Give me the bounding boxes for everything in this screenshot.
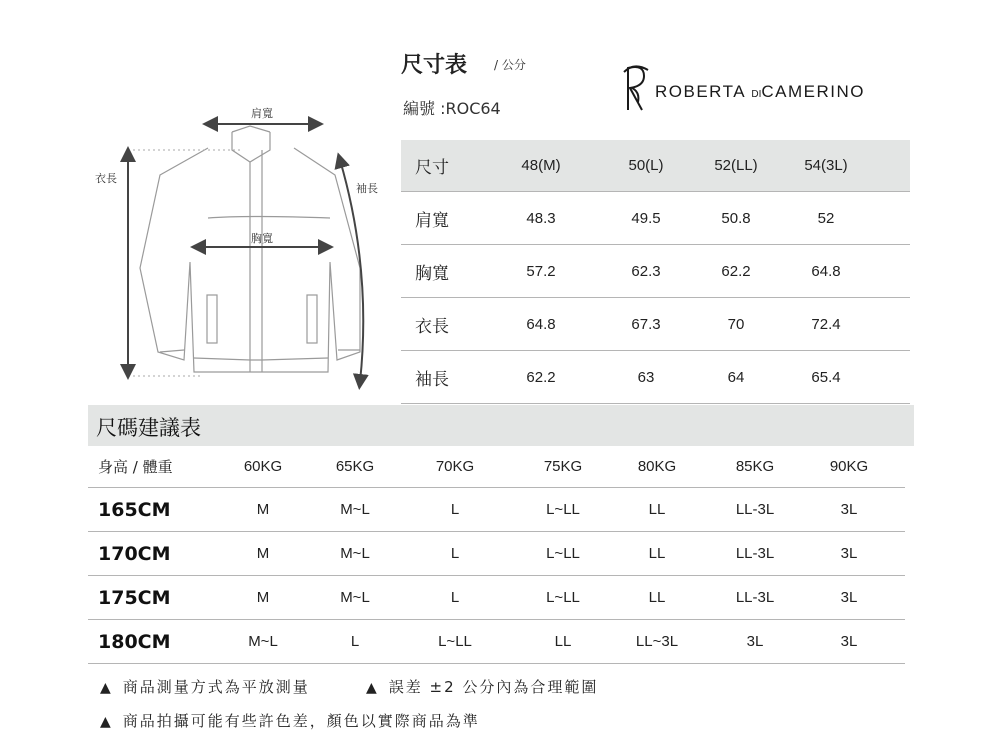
rec-cell: 3L: [746, 633, 764, 650]
size-cell: 62.2: [526, 368, 556, 386]
rec-cell: LL-3L: [735, 545, 775, 562]
brand-name-di: DI: [751, 89, 762, 100]
note-text: 商品測量方式為平放測量: [122, 678, 310, 696]
size-cell: 64: [727, 368, 745, 386]
shoulder-width-label: 肩寬: [251, 107, 273, 120]
size-cell: 57.2: [526, 262, 556, 280]
size-table-row: [401, 192, 910, 245]
size-header-cell: 54(3L): [804, 157, 848, 174]
rec-cell: L: [450, 501, 460, 518]
rec-height: 165CM: [98, 498, 171, 521]
sleeve-length-label: 袖長: [356, 182, 378, 195]
size-cell: 70: [727, 315, 745, 333]
size-cell: 64.8: [811, 262, 841, 280]
size-cell: 49.5: [631, 209, 661, 227]
rec-height: 170CM: [98, 542, 171, 565]
rec-cell: L: [450, 589, 460, 606]
size-table-header: [401, 140, 910, 192]
rec-cell: M: [256, 589, 270, 606]
rec-cell: M: [256, 545, 270, 562]
triangle-bullet-icon: ▲: [366, 680, 379, 696]
size-table-row: [401, 351, 910, 404]
rec-cell: L: [450, 545, 460, 562]
rec-cell: LL: [554, 633, 572, 650]
size-header-cell: 50(L): [628, 157, 664, 174]
triangle-bullet-icon: ▲: [100, 714, 113, 730]
rec-cell: 3L: [840, 589, 858, 606]
page-title: 尺寸表: [401, 53, 468, 78]
size-header-cell: 52(LL): [714, 157, 758, 174]
rec-header-cell: 75KG: [543, 458, 583, 475]
rec-cell: M~L: [340, 545, 370, 562]
rec-cell: 3L: [840, 501, 858, 518]
note-tolerance: [366, 676, 598, 697]
chest-width-label: 胸寬: [251, 232, 273, 245]
rec-cell: L~LL: [546, 501, 580, 518]
size-cell: 72.4: [811, 315, 841, 333]
recommendation-header: [88, 446, 905, 488]
rec-height: 175CM: [98, 586, 171, 609]
rec-height: 180CM: [98, 630, 171, 653]
rec-cell: LL: [648, 501, 666, 518]
scarf-r-monogram-icon: [618, 62, 654, 114]
note-measurement: [100, 676, 310, 697]
rec-cell: L: [350, 633, 360, 650]
brand-logo-text: [655, 82, 865, 102]
rec-cell: L~LL: [546, 545, 580, 562]
rec-header-cell: 60KG: [243, 458, 283, 475]
rec-cell: L~LL: [438, 633, 472, 650]
jacket-diagram: [80, 100, 390, 400]
recommendation-table: [88, 446, 905, 664]
size-cell: 64.8: [526, 315, 556, 333]
rec-header-cell: 85KG: [735, 458, 775, 475]
recommendation-row: [88, 576, 905, 620]
brand-name-tail: CAMERINO: [761, 82, 866, 101]
size-cell: 63: [637, 368, 655, 386]
rec-header-cell: 80KG: [637, 458, 677, 475]
rec-cell: LL~3L: [635, 633, 679, 650]
size-cell: 50.8: [721, 209, 751, 227]
rec-header-cell: 90KG: [829, 458, 869, 475]
size-header-cell: 48(M): [521, 157, 561, 174]
brand-name-main: ROBERTA: [655, 82, 746, 101]
recommendation-row: [88, 532, 905, 576]
model-number: 編號 :ROC64: [403, 99, 501, 118]
rec-cell: LL: [648, 589, 666, 606]
note-text: 誤差 ±2 公分內為合理範圍: [388, 678, 599, 696]
size-cell: 65.4: [811, 368, 841, 386]
recommendation-row: [88, 488, 905, 532]
note-color: [100, 710, 480, 731]
recommendation-row: [88, 620, 905, 664]
unit-label: / 公分: [494, 58, 526, 72]
recommendation-title: 尺碼建議表: [96, 416, 201, 440]
size-cell: 62.2: [721, 262, 751, 280]
size-cell: 67.3: [631, 315, 661, 333]
rec-cell: M~L: [248, 633, 278, 650]
triangle-bullet-icon: ▲: [100, 680, 113, 696]
size-table-row: [401, 245, 910, 298]
size-row-name: 袖長: [415, 369, 449, 390]
body-length-label: 衣長: [95, 172, 117, 185]
rec-cell: 3L: [840, 545, 858, 562]
rec-cell: 3L: [840, 633, 858, 650]
size-cell: 62.3: [631, 262, 661, 280]
rec-cell: LL-3L: [735, 589, 775, 606]
rec-cell: LL-3L: [735, 501, 775, 518]
rec-cell: M: [256, 501, 270, 518]
rec-cell: L~LL: [546, 589, 580, 606]
rec-header-cell: 65KG: [335, 458, 375, 475]
size-table: [401, 140, 910, 404]
rec-header-label: 身高 / 體重: [98, 458, 173, 476]
size-header-label: 尺寸: [415, 158, 449, 178]
recommendation-title-bar: [88, 405, 914, 446]
size-row-name: 肩寬: [415, 210, 449, 231]
jacket-outline: [140, 126, 360, 372]
rec-cell: M~L: [340, 501, 370, 518]
rec-cell: M~L: [340, 589, 370, 606]
size-row-name: 胸寬: [415, 263, 449, 284]
note-text: 商品拍攝可能有些許色差，顏色以實際商品為準: [122, 712, 480, 730]
rec-cell: LL: [648, 545, 666, 562]
size-cell: 48.3: [526, 209, 556, 227]
size-cell: 52: [817, 209, 835, 227]
size-table-row: [401, 298, 910, 351]
size-row-name: 衣長: [415, 316, 449, 337]
rec-header-cell: 70KG: [435, 458, 475, 475]
